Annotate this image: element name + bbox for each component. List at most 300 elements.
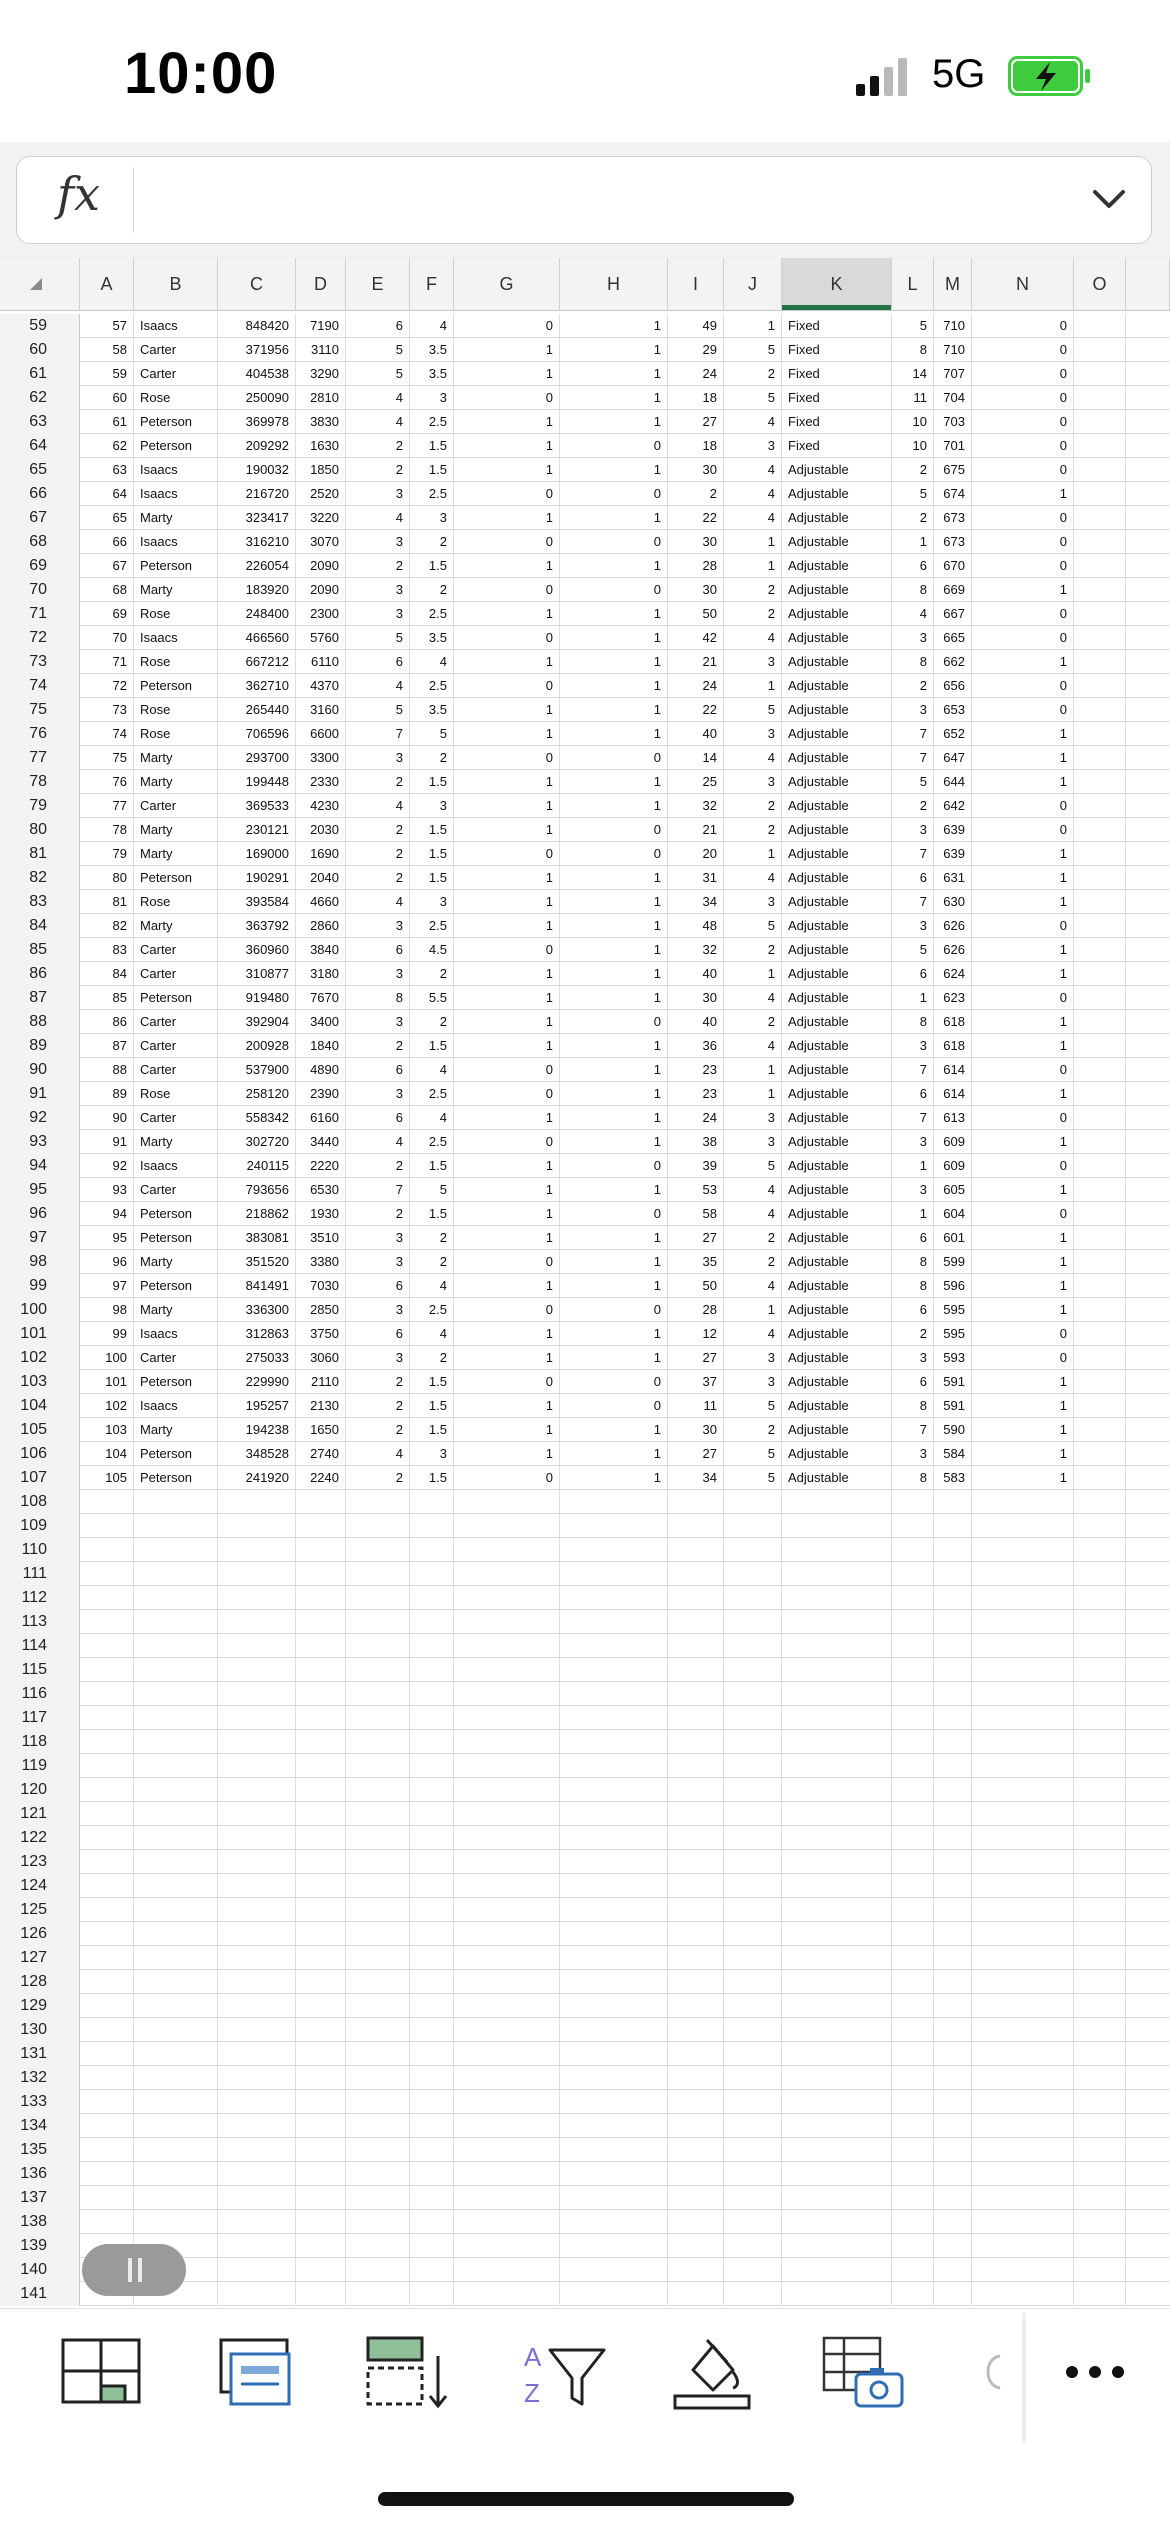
cell-a[interactable]: 83	[80, 938, 134, 962]
cell-a[interactable]: 67	[80, 554, 134, 578]
cell-o[interactable]	[1074, 1010, 1126, 1034]
cell-f[interactable]: 1.5	[410, 866, 454, 890]
cell-j[interactable]	[724, 2114, 782, 2138]
cell-e[interactable]: 3	[346, 602, 410, 626]
cell-a[interactable]	[80, 1874, 134, 1898]
cell-k[interactable]	[782, 1826, 892, 1850]
cell-o[interactable]	[1074, 2282, 1126, 2306]
cell-f[interactable]	[410, 2090, 454, 2114]
cell-b[interactable]: Peterson	[134, 1274, 218, 1298]
cell-j[interactable]: 4	[724, 986, 782, 1010]
cell-m[interactable]: 675	[934, 458, 972, 482]
cell-a[interactable]: 86	[80, 1010, 134, 1034]
cell-n[interactable]	[972, 2138, 1074, 2162]
cell-n[interactable]: 0	[972, 1154, 1074, 1178]
row-header[interactable]: 100	[0, 1298, 80, 1322]
cell-c[interactable]: 240115	[218, 1154, 296, 1178]
cell-n[interactable]: 1	[972, 1370, 1074, 1394]
cell-l[interactable]: 3	[892, 914, 934, 938]
cell-h[interactable]	[560, 1898, 668, 1922]
cell-i[interactable]: 28	[668, 1298, 724, 1322]
cell-g[interactable]: 0	[454, 1130, 560, 1154]
row-header[interactable]: 118	[0, 1730, 80, 1754]
cell-a[interactable]: 101	[80, 1370, 134, 1394]
cell-m[interactable]: 669	[934, 578, 972, 602]
cell-g[interactable]: 1	[454, 914, 560, 938]
cell-m[interactable]: 591	[934, 1394, 972, 1418]
cell-a[interactable]: 96	[80, 1250, 134, 1274]
cell-c[interactable]: 841491	[218, 1274, 296, 1298]
cell-g[interactable]: 0	[454, 746, 560, 770]
row-header[interactable]: 77	[0, 746, 80, 770]
cell-b[interactable]	[134, 2114, 218, 2138]
cell-e[interactable]: 7	[346, 722, 410, 746]
cell-b[interactable]: Isaacs	[134, 458, 218, 482]
cell-g[interactable]	[454, 1874, 560, 1898]
cell-j[interactable]: 4	[724, 1034, 782, 1058]
cell-j[interactable]	[724, 1802, 782, 1826]
cell-n[interactable]: 0	[972, 314, 1074, 338]
cell-d[interactable]: 4370	[296, 674, 346, 698]
cell-c[interactable]: 348528	[218, 1442, 296, 1466]
cell-c[interactable]	[218, 2258, 296, 2282]
cell-m[interactable]: 662	[934, 650, 972, 674]
cell-e[interactable]	[346, 1658, 410, 1682]
cell-k[interactable]	[782, 2186, 892, 2210]
cell-e[interactable]: 3	[346, 746, 410, 770]
cell-l[interactable]	[892, 2258, 934, 2282]
cell-e[interactable]: 5	[346, 338, 410, 362]
cell-n[interactable]: 1	[972, 866, 1074, 890]
cell-k[interactable]: Adjustable	[782, 1466, 892, 1490]
cell-f[interactable]: 2.5	[410, 1130, 454, 1154]
cell-e[interactable]	[346, 2186, 410, 2210]
cell-b[interactable]: Carter	[134, 962, 218, 986]
cell-l[interactable]: 7	[892, 746, 934, 770]
cell-o[interactable]	[1074, 506, 1126, 530]
cell-n[interactable]	[972, 2210, 1074, 2234]
cell-d[interactable]	[296, 1634, 346, 1658]
row-header[interactable]: 74	[0, 674, 80, 698]
cell-a[interactable]	[80, 1538, 134, 1562]
cell-e[interactable]	[346, 1562, 410, 1586]
cell-n[interactable]: 0	[972, 1202, 1074, 1226]
cell-f[interactable]	[410, 1706, 454, 1730]
cell-h[interactable]: 0	[560, 746, 668, 770]
row-header[interactable]: 111	[0, 1562, 80, 1586]
cell-a[interactable]: 62	[80, 434, 134, 458]
cell-h[interactable]	[560, 1586, 668, 1610]
cell-f[interactable]	[410, 1514, 454, 1538]
cell-o[interactable]	[1074, 1778, 1126, 1802]
cell-d[interactable]: 2390	[296, 1082, 346, 1106]
cell-m[interactable]	[934, 1898, 972, 1922]
cell-n[interactable]: 1	[972, 1082, 1074, 1106]
cell-a[interactable]	[80, 1706, 134, 1730]
cell-l[interactable]	[892, 2186, 934, 2210]
cell-c[interactable]: 190291	[218, 866, 296, 890]
cell-j[interactable]	[724, 1994, 782, 2018]
cell-h[interactable]: 1	[560, 866, 668, 890]
cell-d[interactable]	[296, 1778, 346, 1802]
cell-l[interactable]: 1	[892, 1154, 934, 1178]
cell-g[interactable]: 1	[454, 410, 560, 434]
cell-d[interactable]	[296, 2042, 346, 2066]
cell-f[interactable]	[410, 1922, 454, 1946]
cell-g[interactable]: 1	[454, 506, 560, 530]
cell-k[interactable]: Adjustable	[782, 1250, 892, 1274]
cell-d[interactable]	[296, 2210, 346, 2234]
cell-k[interactable]	[782, 2066, 892, 2090]
cell-j[interactable]	[724, 2258, 782, 2282]
cell-f[interactable]	[410, 1874, 454, 1898]
cell-n[interactable]	[972, 2234, 1074, 2258]
cell-a[interactable]: 70	[80, 626, 134, 650]
cell-l[interactable]: 7	[892, 842, 934, 866]
row-header[interactable]: 115	[0, 1658, 80, 1682]
cell-o[interactable]	[1074, 482, 1126, 506]
cell-h[interactable]: 0	[560, 578, 668, 602]
cell-e[interactable]: 2	[346, 818, 410, 842]
cell-a[interactable]: 97	[80, 1274, 134, 1298]
cell-n[interactable]	[972, 1490, 1074, 1514]
cell-l[interactable]: 6	[892, 962, 934, 986]
cell-a[interactable]: 87	[80, 1034, 134, 1058]
cell-g[interactable]	[454, 1658, 560, 1682]
cell-f[interactable]	[410, 2234, 454, 2258]
cell-o[interactable]	[1074, 314, 1126, 338]
cell-g[interactable]	[454, 1826, 560, 1850]
cell-a[interactable]: 74	[80, 722, 134, 746]
cell-a[interactable]: 75	[80, 746, 134, 770]
cell-c[interactable]: 369978	[218, 410, 296, 434]
cell-g[interactable]: 0	[454, 314, 560, 338]
cell-e[interactable]: 3	[346, 1346, 410, 1370]
row-header[interactable]: 79	[0, 794, 80, 818]
cell-k[interactable]	[782, 1586, 892, 1610]
cell-o[interactable]	[1074, 458, 1126, 482]
cell-b[interactable]: Marty	[134, 914, 218, 938]
cell-o[interactable]	[1074, 626, 1126, 650]
cell-g[interactable]: 1	[454, 1202, 560, 1226]
cell-g[interactable]	[454, 2186, 560, 2210]
cell-b[interactable]	[134, 2090, 218, 2114]
cell-n[interactable]: 1	[972, 1250, 1074, 1274]
cell-c[interactable]: 392904	[218, 1010, 296, 1034]
cell-e[interactable]: 3	[346, 1082, 410, 1106]
cell-o[interactable]	[1074, 722, 1126, 746]
cell-m[interactable]: 647	[934, 746, 972, 770]
cell-b[interactable]: Rose	[134, 386, 218, 410]
cell-n[interactable]	[972, 1826, 1074, 1850]
cell-k[interactable]: Fixed	[782, 434, 892, 458]
cell-k[interactable]	[782, 1682, 892, 1706]
cell-l[interactable]	[892, 1538, 934, 1562]
row-header[interactable]: 98	[0, 1250, 80, 1274]
cell-c[interactable]	[218, 2066, 296, 2090]
row-header[interactable]: 59	[0, 314, 80, 338]
cell-j[interactable]	[724, 1946, 782, 1970]
cell-b[interactable]: Carter	[134, 1178, 218, 1202]
cell-k[interactable]: Adjustable	[782, 1202, 892, 1226]
cell-j[interactable]	[724, 2090, 782, 2114]
cell-m[interactable]	[934, 1826, 972, 1850]
row-header[interactable]: 73	[0, 650, 80, 674]
cell-d[interactable]: 7190	[296, 314, 346, 338]
cell-j[interactable]: 4	[724, 746, 782, 770]
row-header[interactable]: 132	[0, 2066, 80, 2090]
cell-g[interactable]	[454, 1586, 560, 1610]
cell-b[interactable]	[134, 1802, 218, 1826]
cell-a[interactable]	[80, 2162, 134, 2186]
cell-l[interactable]	[892, 2018, 934, 2042]
cell-d[interactable]: 3220	[296, 506, 346, 530]
cell-f[interactable]: 2	[410, 746, 454, 770]
cell-d[interactable]: 3830	[296, 410, 346, 434]
cell-f[interactable]: 2	[410, 1346, 454, 1370]
row-header[interactable]: 137	[0, 2186, 80, 2210]
cell-k[interactable]: Fixed	[782, 410, 892, 434]
cell-a[interactable]: 57	[80, 314, 134, 338]
cell-d[interactable]	[296, 1994, 346, 2018]
cell-i[interactable]	[668, 1850, 724, 1874]
row-header[interactable]: 65	[0, 458, 80, 482]
cell-g[interactable]	[454, 2066, 560, 2090]
cell-g[interactable]	[454, 2258, 560, 2282]
cell-d[interactable]: 3840	[296, 938, 346, 962]
cell-c[interactable]: 312863	[218, 1322, 296, 1346]
cell-h[interactable]: 0	[560, 1298, 668, 1322]
cell-m[interactable]	[934, 1682, 972, 1706]
cell-m[interactable]: 595	[934, 1322, 972, 1346]
cell-h[interactable]: 0	[560, 1010, 668, 1034]
cell-k[interactable]: Adjustable	[782, 842, 892, 866]
cell-l[interactable]: 6	[892, 1226, 934, 1250]
cell-i[interactable]	[668, 1874, 724, 1898]
cell-n[interactable]	[972, 1802, 1074, 1826]
cell-c[interactable]	[218, 1634, 296, 1658]
cell-o[interactable]	[1074, 770, 1126, 794]
cell-k[interactable]	[782, 1778, 892, 1802]
cell-m[interactable]: 670	[934, 554, 972, 578]
cell-l[interactable]: 4	[892, 602, 934, 626]
cell-f[interactable]: 2	[410, 1226, 454, 1250]
cell-d[interactable]	[296, 2162, 346, 2186]
cell-e[interactable]	[346, 1778, 410, 1802]
cell-f[interactable]	[410, 1802, 454, 1826]
cell-j[interactable]	[724, 2282, 782, 2306]
cell-h[interactable]	[560, 2114, 668, 2138]
cell-d[interactable]	[296, 1538, 346, 1562]
cell-o[interactable]	[1074, 602, 1126, 626]
cell-i[interactable]	[668, 1754, 724, 1778]
cell-e[interactable]: 2	[346, 770, 410, 794]
cell-l[interactable]	[892, 1562, 934, 1586]
cell-a[interactable]: 64	[80, 482, 134, 506]
row-header[interactable]: 112	[0, 1586, 80, 1610]
cell-i[interactable]	[668, 1922, 724, 1946]
cell-h[interactable]: 0	[560, 482, 668, 506]
cell-c[interactable]	[218, 2234, 296, 2258]
row-header[interactable]: 75	[0, 698, 80, 722]
cell-f[interactable]: 3.5	[410, 338, 454, 362]
cell-k[interactable]	[782, 2042, 892, 2066]
cell-m[interactable]: 630	[934, 890, 972, 914]
cell-n[interactable]	[972, 1994, 1074, 2018]
cell-k[interactable]: Adjustable	[782, 1442, 892, 1466]
cell-h[interactable]	[560, 1970, 668, 1994]
cell-e[interactable]: 3	[346, 1010, 410, 1034]
cell-b[interactable]: Peterson	[134, 1226, 218, 1250]
cell-m[interactable]	[934, 1706, 972, 1730]
column-header-h[interactable]: H	[560, 258, 668, 310]
cell-d[interactable]: 4660	[296, 890, 346, 914]
cell-l[interactable]: 6	[892, 1298, 934, 1322]
insert-rows-button[interactable]	[352, 2327, 462, 2417]
cell-n[interactable]: 0	[972, 1106, 1074, 1130]
cell-i[interactable]	[668, 1514, 724, 1538]
cell-k[interactable]: Adjustable	[782, 962, 892, 986]
cell-n[interactable]: 0	[972, 818, 1074, 842]
cell-n[interactable]	[972, 1850, 1074, 1874]
cell-f[interactable]: 3	[410, 794, 454, 818]
row-header[interactable]: 125	[0, 1898, 80, 1922]
row-header[interactable]: 138	[0, 2210, 80, 2234]
cell-d[interactable]	[296, 2018, 346, 2042]
cell-o[interactable]	[1074, 1538, 1126, 1562]
cell-g[interactable]: 1	[454, 1346, 560, 1370]
cell-m[interactable]	[934, 1778, 972, 1802]
cell-c[interactable]: 706596	[218, 722, 296, 746]
cell-o[interactable]	[1074, 1610, 1126, 1634]
cell-m[interactable]: 614	[934, 1082, 972, 1106]
cell-k[interactable]: Adjustable	[782, 1322, 892, 1346]
cell-h[interactable]: 0	[560, 530, 668, 554]
cell-n[interactable]: 1	[972, 842, 1074, 866]
partial-toolbar-item[interactable]	[960, 2327, 1020, 2417]
cell-h[interactable]: 1	[560, 1418, 668, 1442]
cell-o[interactable]	[1074, 1874, 1126, 1898]
cell-b[interactable]: Marty	[134, 1130, 218, 1154]
cell-i[interactable]: 34	[668, 1466, 724, 1490]
cell-d[interactable]: 2740	[296, 1442, 346, 1466]
cell-f[interactable]	[410, 1946, 454, 1970]
cell-h[interactable]	[560, 2018, 668, 2042]
cell-l[interactable]	[892, 1490, 934, 1514]
cell-g[interactable]: 1	[454, 818, 560, 842]
cell-l[interactable]	[892, 1922, 934, 1946]
cell-m[interactable]: 601	[934, 1226, 972, 1250]
cell-i[interactable]: 18	[668, 434, 724, 458]
cell-f[interactable]	[410, 2210, 454, 2234]
cell-f[interactable]: 4	[410, 1274, 454, 1298]
cell-h[interactable]: 1	[560, 1082, 668, 1106]
cell-a[interactable]: 95	[80, 1226, 134, 1250]
cell-g[interactable]: 0	[454, 1298, 560, 1322]
cell-g[interactable]: 0	[454, 938, 560, 962]
cell-n[interactable]: 0	[972, 626, 1074, 650]
cell-i[interactable]: 24	[668, 362, 724, 386]
cell-n[interactable]: 1	[972, 938, 1074, 962]
cell-l[interactable]: 5	[892, 482, 934, 506]
cell-f[interactable]: 4	[410, 1322, 454, 1346]
cell-h[interactable]	[560, 1778, 668, 1802]
cell-a[interactable]	[80, 2114, 134, 2138]
cell-k[interactable]: Adjustable	[782, 1298, 892, 1322]
cell-d[interactable]: 6530	[296, 1178, 346, 1202]
cell-a[interactable]	[80, 1490, 134, 1514]
cell-c[interactable]: 195257	[218, 1394, 296, 1418]
cell-k[interactable]: Adjustable	[782, 1010, 892, 1034]
cell-e[interactable]	[346, 1946, 410, 1970]
cell-f[interactable]	[410, 2138, 454, 2162]
cell-c[interactable]	[218, 2210, 296, 2234]
cell-m[interactable]	[934, 2282, 972, 2306]
cell-e[interactable]	[346, 1874, 410, 1898]
cell-k[interactable]: Adjustable	[782, 1370, 892, 1394]
cell-l[interactable]	[892, 2042, 934, 2066]
column-header-e[interactable]: E	[346, 258, 410, 310]
cell-o[interactable]	[1074, 1106, 1126, 1130]
cell-c[interactable]: 310877	[218, 962, 296, 986]
cell-b[interactable]	[134, 1898, 218, 1922]
cell-f[interactable]	[410, 1994, 454, 2018]
cell-k[interactable]	[782, 1538, 892, 1562]
cell-f[interactable]: 1.5	[410, 1154, 454, 1178]
cell-g[interactable]: 1	[454, 1418, 560, 1442]
cell-h[interactable]: 1	[560, 1058, 668, 1082]
cell-l[interactable]: 7	[892, 1106, 934, 1130]
cell-e[interactable]: 2	[346, 458, 410, 482]
row-header[interactable]: 86	[0, 962, 80, 986]
cell-d[interactable]	[296, 1826, 346, 1850]
cell-a[interactable]: 93	[80, 1178, 134, 1202]
cell-m[interactable]	[934, 2018, 972, 2042]
cell-j[interactable]: 1	[724, 842, 782, 866]
cell-g[interactable]	[454, 2162, 560, 2186]
cell-m[interactable]	[934, 1634, 972, 1658]
cell-e[interactable]	[346, 1898, 410, 1922]
cell-k[interactable]: Adjustable	[782, 530, 892, 554]
cell-h[interactable]	[560, 2282, 668, 2306]
cell-k[interactable]: Adjustable	[782, 818, 892, 842]
cell-j[interactable]: 4	[724, 1322, 782, 1346]
cell-l[interactable]: 8	[892, 578, 934, 602]
cell-c[interactable]	[218, 2090, 296, 2114]
more-button[interactable]	[1040, 2327, 1150, 2417]
cell-n[interactable]: 1	[972, 1010, 1074, 1034]
cell-a[interactable]: 61	[80, 410, 134, 434]
cell-n[interactable]	[972, 2114, 1074, 2138]
cell-b[interactable]: Rose	[134, 650, 218, 674]
cell-c[interactable]: 363792	[218, 914, 296, 938]
cell-o[interactable]	[1074, 1994, 1126, 2018]
row-header[interactable]: 103	[0, 1370, 80, 1394]
cell-d[interactable]	[296, 1946, 346, 1970]
cell-g[interactable]: 0	[454, 578, 560, 602]
cell-b[interactable]	[134, 1586, 218, 1610]
cell-j[interactable]	[724, 2186, 782, 2210]
cell-g[interactable]	[454, 1970, 560, 1994]
cell-d[interactable]	[296, 2114, 346, 2138]
cell-c[interactable]	[218, 1682, 296, 1706]
row-header[interactable]: 95	[0, 1178, 80, 1202]
cell-c[interactable]: 323417	[218, 506, 296, 530]
cell-h[interactable]: 0	[560, 1154, 668, 1178]
cell-b[interactable]	[134, 2186, 218, 2210]
cell-d[interactable]: 3180	[296, 962, 346, 986]
cell-h[interactable]	[560, 2090, 668, 2114]
